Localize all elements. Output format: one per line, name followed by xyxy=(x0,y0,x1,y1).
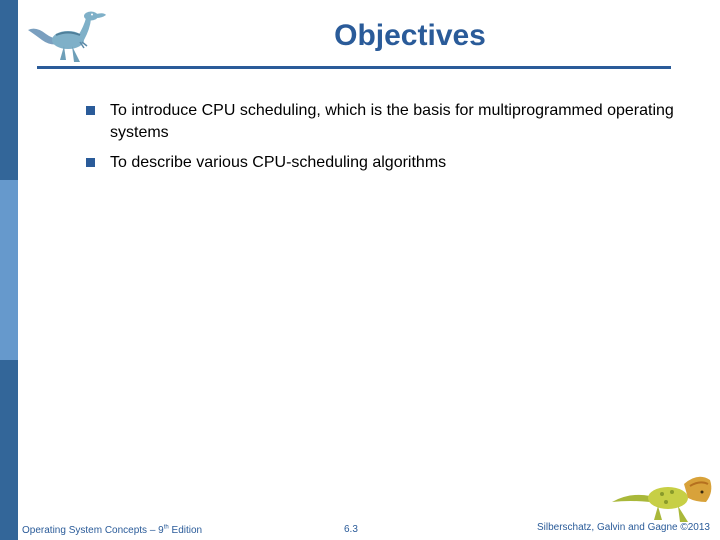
bullet-text: To introduce CPU scheduling, which is the basis for multiprogrammed operating systems xyxy=(110,102,674,141)
sidebar-segment-middle xyxy=(0,180,18,360)
footer-book-superscript: th xyxy=(163,524,169,531)
dinosaur-icon xyxy=(24,4,110,66)
list-item xyxy=(86,100,686,144)
footer-book-suffix: Edition xyxy=(168,525,203,536)
sidebar-segment-bottom xyxy=(0,360,18,540)
list-item xyxy=(86,152,686,174)
sidebar-segment-top xyxy=(0,0,18,180)
square-bullet-icon xyxy=(86,158,95,167)
square-bullet-icon xyxy=(86,106,95,115)
title-divider xyxy=(37,66,671,69)
sidebar-band xyxy=(0,0,18,540)
page-title: Objectives xyxy=(334,19,486,52)
dinosaur-icon xyxy=(606,462,716,524)
footer-book-title xyxy=(22,525,202,536)
page-number: 6.3 xyxy=(344,524,358,535)
footer-copyright: Silberschatz, Galvin and Gagne ©2013 xyxy=(536,522,710,533)
bullet-list xyxy=(86,100,686,182)
bullet-text: To describe various CPU-scheduling algorithms xyxy=(110,154,447,171)
footer-book-prefix: Operating System Concepts – 9 xyxy=(22,525,164,536)
